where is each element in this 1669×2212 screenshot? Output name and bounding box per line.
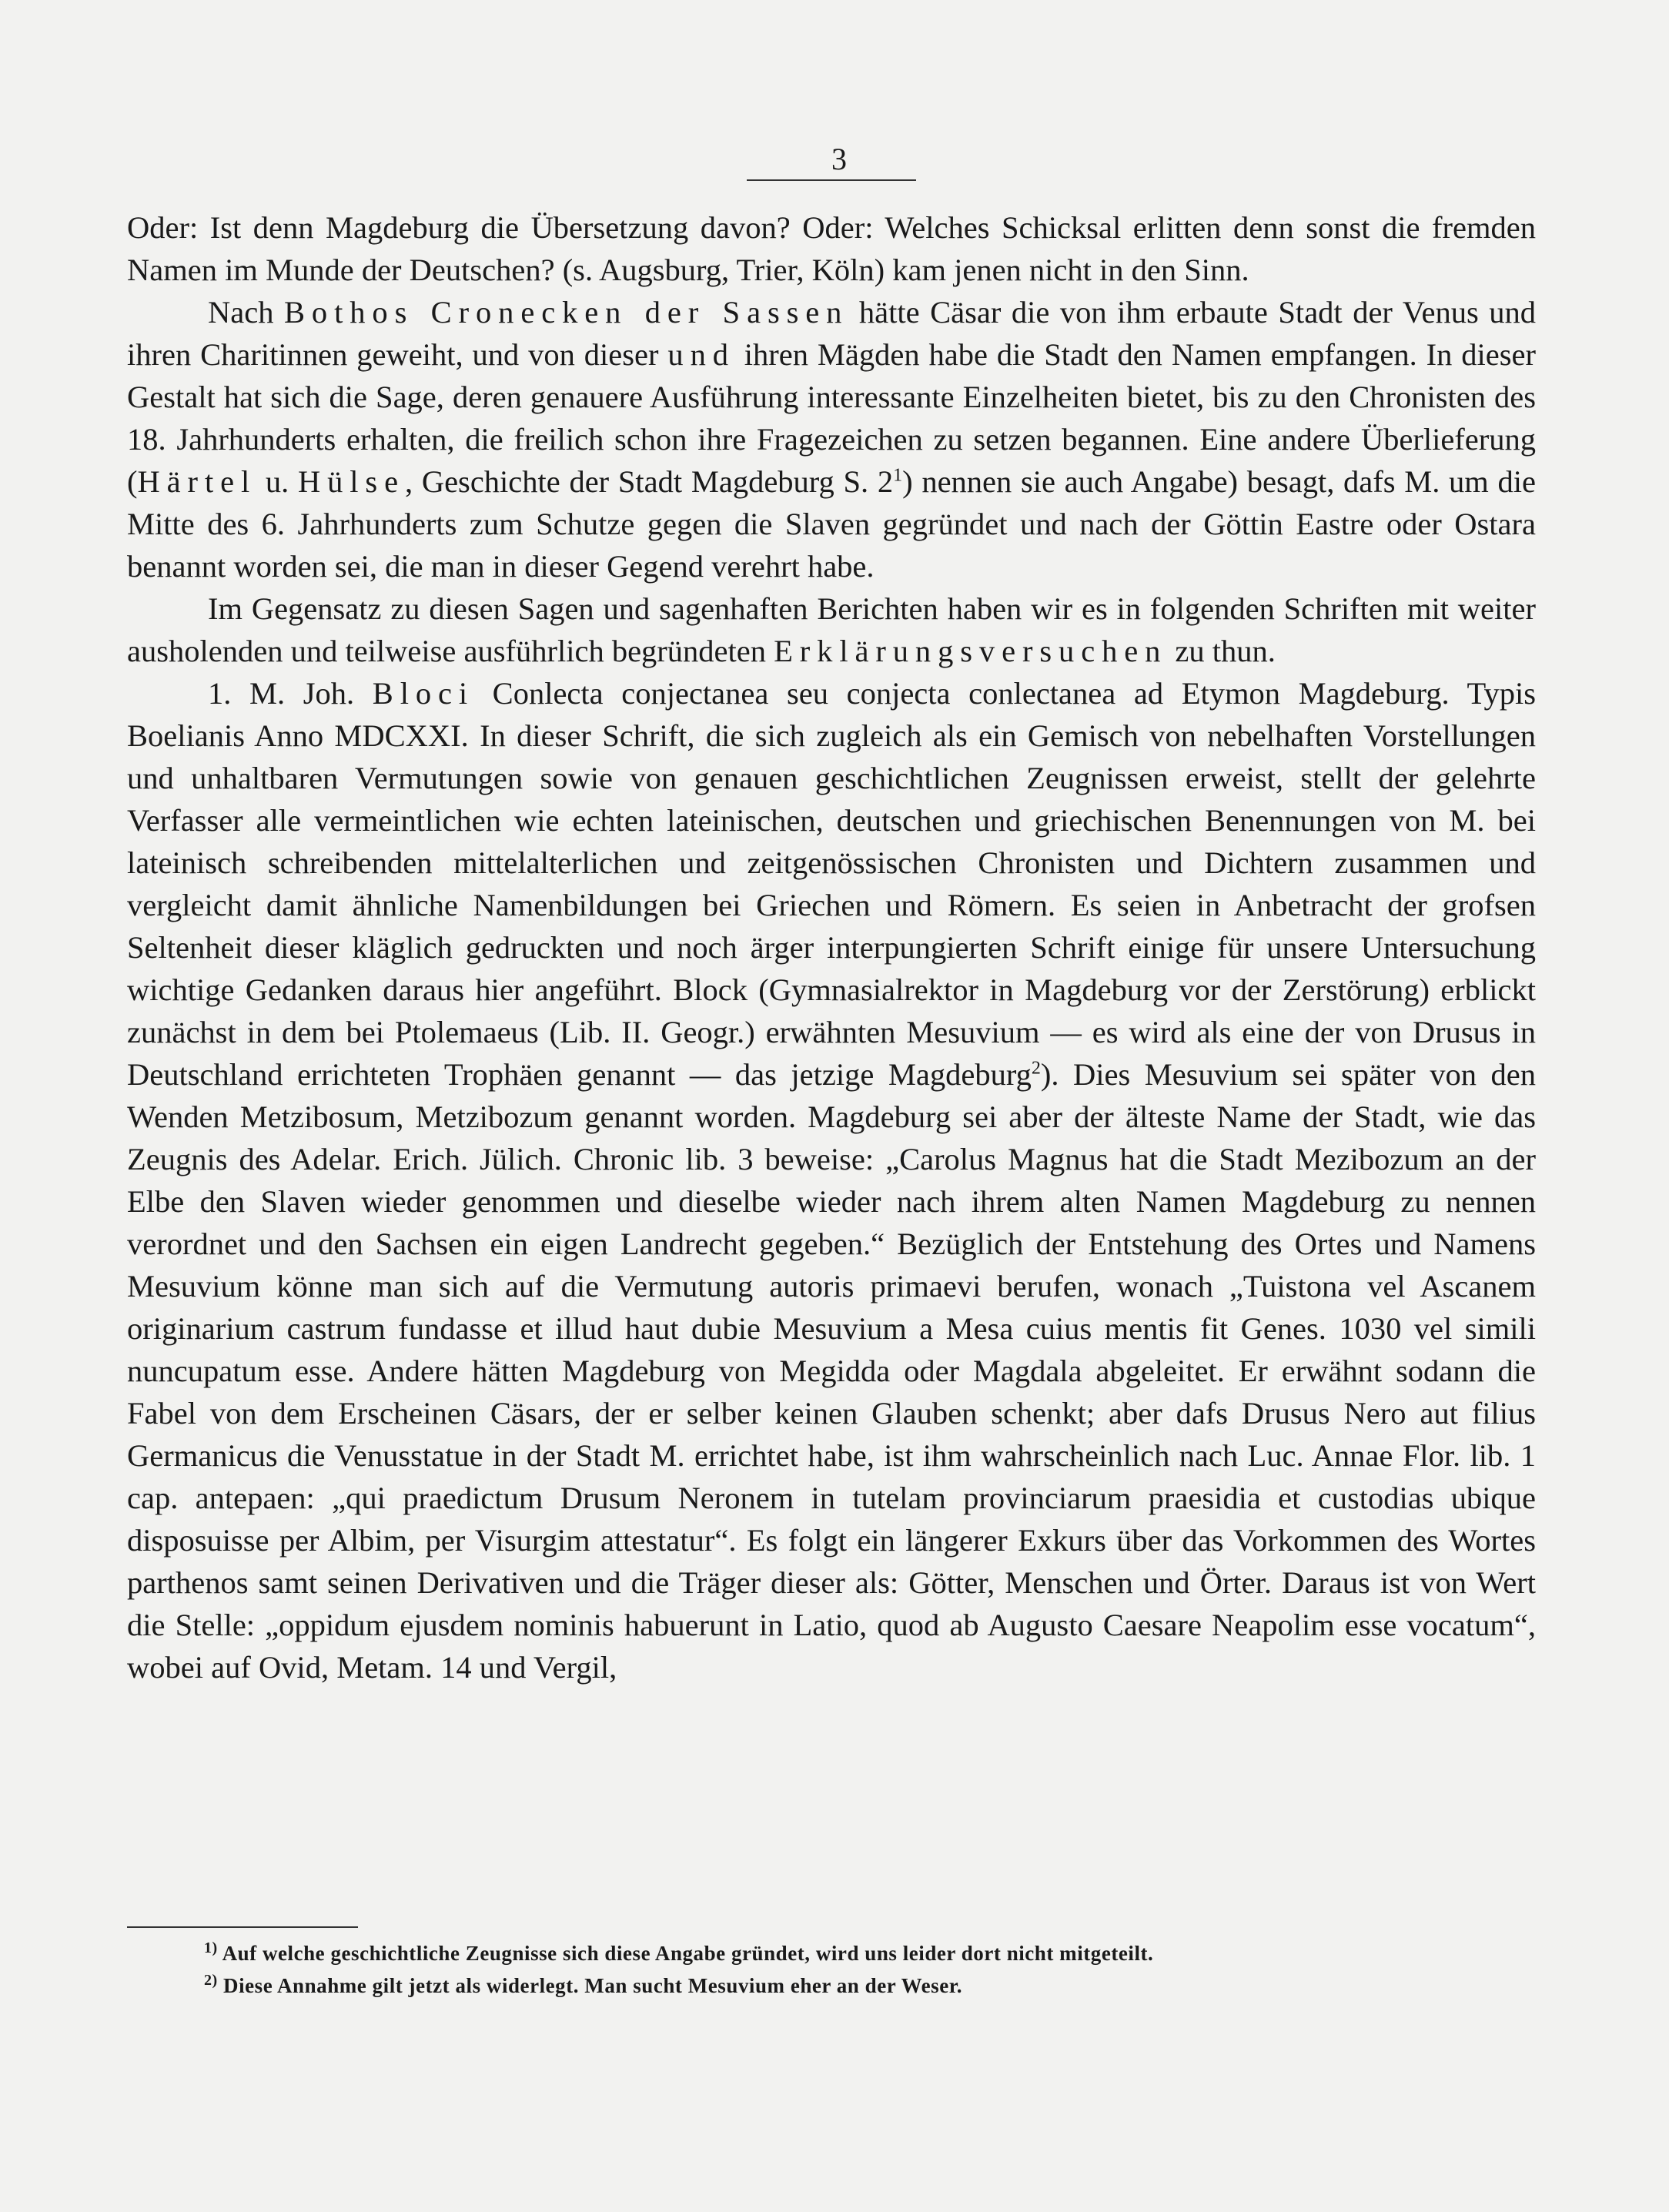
- header-rule: [747, 179, 916, 181]
- text-run: u.: [256, 464, 298, 499]
- text-run: 1. M. Joh.: [208, 676, 373, 711]
- footnotes: [204, 1937, 1536, 2002]
- emphasized-term: Erklärungsversuchen: [774, 634, 1168, 668]
- footnote-text: Auf welche geschichtliche Zeugnisse sich diese Angabe gründet, wird uns leider dort nicht mitgeteilt.: [222, 1942, 1154, 1965]
- text-run: Nach: [208, 295, 284, 330]
- footnote-rule: [127, 1926, 358, 1928]
- paragraph-continuation: Oder: Ist denn Magdeburg die Übersetzung davon? Oder: Welches Schicksal erlitten denn sonst die fremden Namen im Munde der Deutschen? (s. Augsburg, Trier, Köln) kam jenen nicht in den Sinn.: [127, 210, 1536, 287]
- text-run: ihren Mägden habe die Stadt den Namen empfangen. In dieser Gestalt hat sich die Sage, deren genauere Ausführung interessante Einzelheiten bietet, bis zu den Chronisten des 18. Jahrhunderts erhalten, die freilich schon ihre Fragezeichen zu setzen begannen. Eine andere Überlieferung (: [127, 337, 1536, 499]
- paragraph-gegensatz: [127, 587, 1536, 672]
- text-run: hätte Cäsar die von ihm erbaute Stadt der Venus und ihren Charitinnen geweiht, und von dieser: [127, 295, 1536, 372]
- author-name: Bloci: [372, 676, 475, 711]
- text-run: Conlecta conjectanea seu conjecta conlectanea ad Etymon Magdeburg. Typis Boelianis Anno MDCXXI. In dieser Schrift, die sich zugleich als ein Gemisch von nebelhaften Vorstellungen und unhaltbaren Vermutungen sowie von genauen geschichtlichen Zeugnissen erweist, stellt der gelehrte Verfasser alle vermeintlichen wie echten lateinischen, deutschen und griechischen Benennungen von M. bei lateinisch schreibenden mittelalterlichen und zeitgenössischen Chronisten und Dichtern zusammen und vergleicht damit ähnliche Namenbildungen bei Griechen und Römern. Es seien in Anbetracht der grofsen Seltenheit dieser kläglich gedruckten und noch ärger interpungierten Schrift einige für unsere Untersuchung wichtige Gedanken daraus hier angeführt. Block (Gymnasialrektor in Magdeburg vor der Zerstörung) erblickt zunächst in dem bei Ptolemaeus (Lib. II. Geogr.) erwähnten Mesuvium — es wird als eine der von Drusus in Deutschland errichteten Trophäen genannt — das jetzige Magdeburg: [127, 676, 1536, 1092]
- text-run: ) nennen sie auch Angabe) besagt, dafs M. um die Mitte des 6. Jahrhunderts zum Schutze gegen die Slaven gegründet und nach der Göttin Eastre oder Ostara benannt worden sei, die man in dieser Gegend verehrt habe.: [127, 464, 1536, 584]
- text-run: Im Gegensatz zu diesen Sagen und sagenhaften Berichten haben wir es in folgenden Schriften mit weiter ausholenden und teilweise ausführlich begründeten: [127, 591, 1536, 668]
- author-name: Hülse: [297, 464, 405, 499]
- footnote-ref: 2: [1031, 1058, 1041, 1079]
- footnote-text: Diese Annahme gilt jetzt als widerlegt. Man sucht Mesuvium eher an der Weser.: [223, 1974, 963, 1997]
- footnote: [204, 1937, 1536, 1969]
- emphasized-title: Bothos Cronecken der Sassen: [284, 295, 849, 330]
- footnote: [204, 1969, 1536, 2002]
- paragraph-bothos: [127, 291, 1536, 587]
- author-name: Härtel: [137, 464, 257, 499]
- page-number: 3: [831, 142, 847, 176]
- body-text: [127, 206, 1536, 1688]
- emphasized-word: und: [667, 337, 735, 372]
- text-run: , Geschichte der Stadt Magdeburg S. 2: [405, 464, 894, 499]
- paragraph-bloci: [127, 672, 1536, 1688]
- footnote-mark: 1): [204, 1939, 218, 1956]
- footnote-mark: 2): [204, 1972, 218, 1989]
- footnote-ref: 1: [893, 465, 903, 486]
- text-run: ). Dies Mesuvium sei später von den Wenden Metzibosum, Metzibozum genannt worden. Magdeburg sei aber der älteste Name der Stadt, wie das Zeugnis des Adelar. Erich. Jülich. Chronic lib. 3 beweise: „Carolus Magnus hat die Stadt Mezibozum an der Elbe den Slaven wieder genommen und dieselbe wieder nach ihrem alten Namen Magdeburg zu nennen verordnet und den Sachsen ein eigen Landrecht gegeben.“ Bezüglich der Entstehung des Ortes und Namens Mesuvium könne man sich auf die Vermutung autoris primaevi berufen, wonach „Tuistona vel Ascanem originarium castrum fundasse et illud haut dubie Mesuvium a Mesa cuius mentis fit Genes. 1030 vel simili nuncupatum esse. Andere hätten Magdeburg von Megidda oder Magdala abgeleitet. Er erwähnt sodann die Fabel von dem Erscheinen Cäsars, der er selber keinen Glauben schenkt; aber dafs Drusus Nero aut filius Germanicus die Venusstatue in der Stadt M. errichtet habe, ist ihm wahrscheinlich nach Luc. Annae Flor. lib. 1 cap. antepaen: „qui praedictum Drusum Neronem in tutelam provinciarum praesidia et custodias ubique disposuisse per Albim, per Visurgim attestatur“. Es folgt ein längerer Exkurs über das Vorkommen des Wortes parthenos samt seinen Derivativen und die Träger dieser als: Götter, Menschen und Örter. Daraus ist von Wert die Stelle: „oppidum ejusdem nominis habuerunt in Latio, quod ab Augusto Caesare Neapolim esse vocatum“, wobei auf Ovid, Metam. 14 und Vergil,: [127, 1057, 1536, 1685]
- text-run: zu thun.: [1167, 634, 1276, 668]
